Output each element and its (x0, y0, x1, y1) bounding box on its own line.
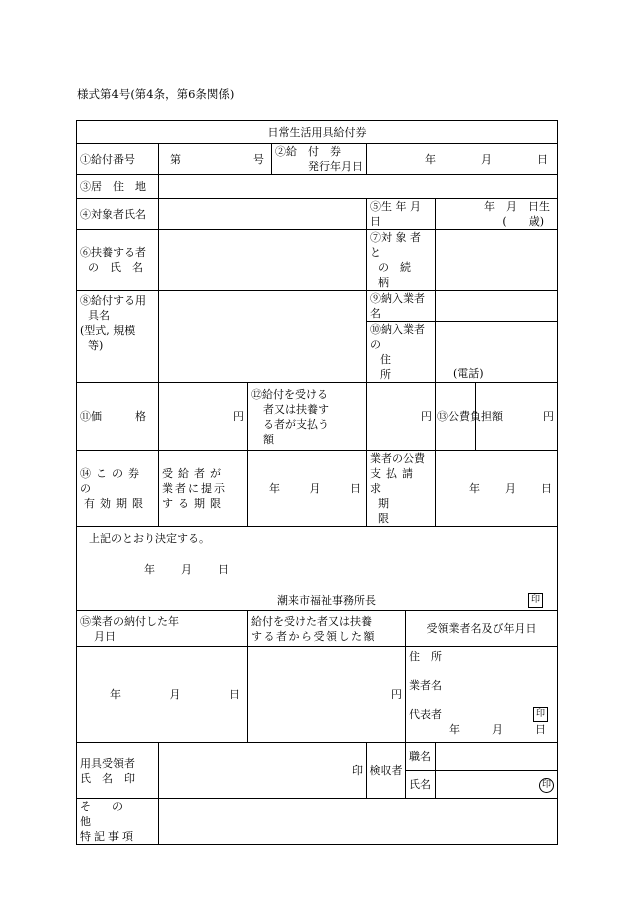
field-user-payment[interactable]: 円 (367, 383, 436, 451)
field-residence[interactable] (159, 175, 558, 199)
label-inspector: 検収者 (367, 743, 406, 799)
field-supporter-name[interactable] (159, 230, 367, 291)
field-inspector-post[interactable] (436, 743, 558, 771)
field-issue-date[interactable]: 年 月 日 (367, 144, 558, 175)
field-equipment-recipient[interactable]: 印 (159, 743, 367, 799)
field-presentation-deadline[interactable]: 年 月 日 (248, 451, 367, 527)
decision-block (77, 527, 558, 611)
official-seal: 印 (528, 593, 543, 608)
label-equipment-name: ⑧給付する用 具名 (型式, 規模 等) (77, 291, 159, 383)
field-received-amount[interactable]: 円 (248, 647, 406, 743)
form-number: 様式第4号(第4条，第6条関係) (77, 87, 235, 101)
label-received-amount: 給付を受けた者又は扶養 する者から受領した額 (248, 611, 406, 647)
label-subject-name: ④対象者氏名 (77, 199, 159, 230)
field-inspector-name[interactable] (436, 771, 558, 799)
supplier-date: 年 月 日 (449, 723, 546, 736)
label-receiving-supplier: 受領業者名及び年月日 (406, 611, 558, 647)
field-equipment-name[interactable] (159, 291, 367, 383)
label-supporter-name: ⑥扶養する者 の 氏 名 (77, 230, 159, 291)
field-public-burden[interactable]: 円 (476, 383, 558, 451)
label-issue-date: ②給 付 券 発行年月日 (272, 144, 367, 175)
label-supplier-name: ⑨納入業者名 (367, 291, 436, 322)
official-title: 潮来市福祉事務所長 (277, 594, 376, 607)
label-residence: ③居 住 地 (77, 175, 159, 199)
field-supplier-name[interactable] (436, 291, 558, 322)
field-price[interactable]: 円 (159, 383, 248, 451)
form-title: 日常生活用具給付券 (77, 121, 558, 144)
label-claim-deadline: 業者の公費 支払請求 期 限 (367, 451, 436, 527)
field-birth-date[interactable]: 年 月 日生 ( 歳) (436, 199, 558, 230)
phone-label: (電話) (453, 367, 484, 380)
field-relationship[interactable] (436, 230, 558, 291)
supplier-address-label: 住 所 (409, 650, 442, 663)
voucher-form (76, 120, 558, 845)
field-delivery-date[interactable]: 年 月 日 (77, 647, 248, 743)
decision-date: 年 月 日 (144, 563, 229, 576)
label-birth-date: ⑤生 年 月 日 (367, 199, 436, 230)
label-validity: ⑭この券の 有効期限 (77, 451, 159, 527)
supplier-seal: 印 (533, 707, 548, 722)
supplier-rep-label: 代表者 (409, 708, 442, 721)
label-inspector-post: 職名 (406, 743, 436, 771)
label-user-payment: ⑫給付を受ける 者又は扶養す る者が支払う 額 (248, 383, 367, 451)
label-voucher-number: ①給付番号 (77, 144, 159, 175)
label-remarks: そ の 他 特記事項 (77, 799, 159, 845)
label-inspector-name: 氏名 (406, 771, 436, 799)
label-presentation-deadline: 受給者が 業者に提示 する期限 (159, 451, 248, 527)
label-public-burden: ⑬公費負担額 (436, 383, 476, 451)
field-voucher-number[interactable]: 第 号 (159, 144, 272, 175)
field-subject-name[interactable] (159, 199, 367, 230)
decision-text: 上記のとおり決定する。 (89, 532, 210, 545)
label-delivery-date: ⑮業者の納付した年 月日 (77, 611, 248, 647)
label-equipment-recipient: 用具受領者 氏 名 印 (77, 743, 159, 799)
field-claim-deadline[interactable]: 年 月 日 (436, 451, 558, 527)
label-supplier-address: ⑩納入業者の 住 所 (367, 322, 436, 383)
label-relationship: ⑦対 象 者 と の 続 柄 (367, 230, 436, 291)
supplier-company-label: 業者名 (409, 679, 442, 692)
field-receiving-supplier[interactable] (406, 647, 558, 743)
field-supplier-address[interactable] (436, 322, 558, 383)
inspector-seal: 印 (539, 778, 554, 793)
label-price: ⑪価 格 (77, 383, 159, 451)
field-remarks[interactable] (159, 799, 558, 845)
